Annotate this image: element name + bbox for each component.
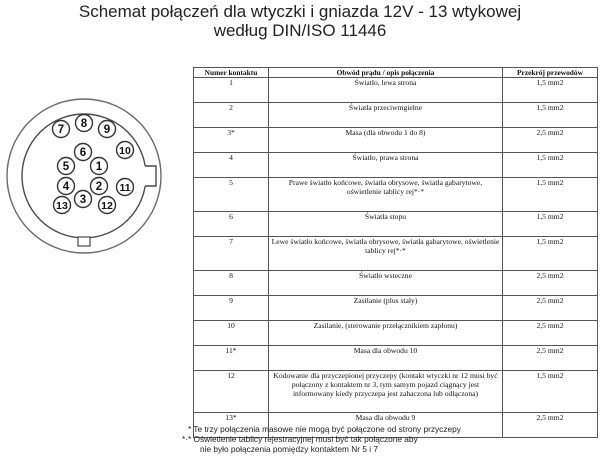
pin-number: 3*: [194, 128, 269, 153]
circuit-description: Światła przeciwmgielne: [269, 103, 503, 128]
footnote-plate-light-cont: nie było połączenia pomiędzy kontaktem Nr 5 i 7: [200, 444, 379, 454]
connector-pin-label: 5: [62, 161, 70, 173]
circuit-description: Światła stopu: [269, 212, 503, 237]
col-header-circuit: Obwód prądu / opis połączenia: [269, 68, 503, 78]
wire-cross-section: 2,5 mm2: [503, 271, 598, 296]
table-row: [194, 346, 598, 371]
page-subtitle: według DIN/ISO 11446: [213, 21, 387, 40]
circuit-description: Masa dla obwodu 10: [269, 346, 503, 371]
wire-cross-section: 2,5 mm2: [503, 321, 598, 346]
table-row: [194, 78, 598, 103]
wire-cross-section: 1,5 mm2: [503, 178, 598, 212]
table-row: [194, 371, 598, 413]
footnote-plate-light: *·* Oświetlenie tablicy rejestracyjnej musi być tak połączone aby: [182, 434, 418, 444]
connector-pin-label: 10: [119, 145, 131, 157]
connector-pin-label: 12: [101, 200, 113, 212]
table-row: [194, 128, 598, 153]
connector-pin-label: 4: [62, 181, 70, 193]
col-header-cross-section: Przekrój przewodów: [503, 68, 598, 78]
table-row: [194, 271, 598, 296]
connector-pin-label: 1: [95, 161, 103, 173]
table-row: [194, 153, 598, 178]
wire-cross-section: 1,5 mm2: [503, 237, 598, 271]
wire-cross-section: 2,5 mm2: [503, 413, 598, 438]
connector-pin-label: 7: [57, 124, 65, 136]
pin-number: 4: [194, 153, 269, 178]
connector-pin-diagram: [4, 96, 184, 256]
connector-pin-label: 6: [79, 147, 87, 159]
pin-number: 8: [194, 271, 269, 296]
circuit-description: Światło wsteczne: [269, 271, 503, 296]
connector-pin-label: 2: [95, 181, 103, 193]
pin-number: 5: [194, 178, 269, 212]
pin-number: 7: [194, 237, 269, 271]
table-row: [194, 321, 598, 346]
col-header-number: Numer kontaktu: [194, 68, 269, 78]
connector-pin-label: 9: [103, 124, 111, 136]
connector-pin-label: 8: [80, 118, 88, 130]
connector-pin-label: 13: [56, 200, 68, 212]
circuit-description: Lewe światło końcowe, światła obrysowe, światła gabarytowe, oświetlenie tablicy rej*·*: [269, 237, 503, 271]
footnote-ground: * Te trzy połączenia masowe nie mogą być połączone od strony przyczepy: [188, 424, 461, 434]
pin-number: 10: [194, 321, 269, 346]
table-row: [194, 296, 598, 321]
table-row: [194, 103, 598, 128]
pin-number: 12: [194, 371, 269, 413]
wire-cross-section: 2,5 mm2: [503, 346, 598, 371]
circuit-description: Zasilanie (plus stały): [269, 296, 503, 321]
circuit-description: Kodowanie dla przyczepionej przyczepy (kontakt wtyczki nr 12 musi być połączony z kontaktem nr 3, tym samym pojazd ciągnący jest informowany kiedy przyczepa jest zahaczona lub odłączona): [269, 371, 503, 413]
pin-number: 2: [194, 103, 269, 128]
wire-cross-section: 1,5 mm2: [503, 153, 598, 178]
connector-pin-label: 3: [79, 194, 87, 206]
circuit-description: Światło, lewa strona: [269, 78, 503, 103]
page-title: Schemat połączeń dla wtyczki i gniazda 12V - 13 wtykowej: [78, 2, 522, 21]
circuit-description: Masa (dla obwodu 1 do 8): [269, 128, 503, 153]
pin-table: [193, 67, 598, 438]
table-row: [194, 212, 598, 237]
table-header-row: [194, 68, 598, 78]
wire-cross-section: 1,5 mm2: [503, 78, 598, 103]
pin-number: 6: [194, 212, 269, 237]
wire-cross-section: 1,5 mm2: [503, 371, 598, 413]
table-row: [194, 178, 598, 212]
connector-pin-label: 11: [119, 182, 131, 194]
circuit-description: Światło, prawa strona: [269, 153, 503, 178]
pin-number: 1: [194, 78, 269, 103]
circuit-description: Masa dla obwodu 9: [269, 413, 503, 438]
pin-number: 13*: [194, 413, 269, 438]
wire-cross-section: 1,5 mm2: [503, 212, 598, 237]
wire-cross-section: 2,5 mm2: [503, 128, 598, 153]
pin-number: 9: [194, 296, 269, 321]
wire-cross-section: 1,5 mm2: [503, 103, 598, 128]
wire-cross-section: 2,5 mm2: [503, 296, 598, 321]
circuit-description: Prawe światło końcowe, światła obrysowe, światła gabarytowe, oświetlenie tablicy rej*·*: [269, 178, 503, 212]
pin-number: 11*: [194, 346, 269, 371]
footnotes: [182, 424, 598, 454]
table-row: [194, 237, 598, 271]
circuit-description: Zasilanie, (sterowanie przełącznikiem zapłonu): [269, 321, 503, 346]
